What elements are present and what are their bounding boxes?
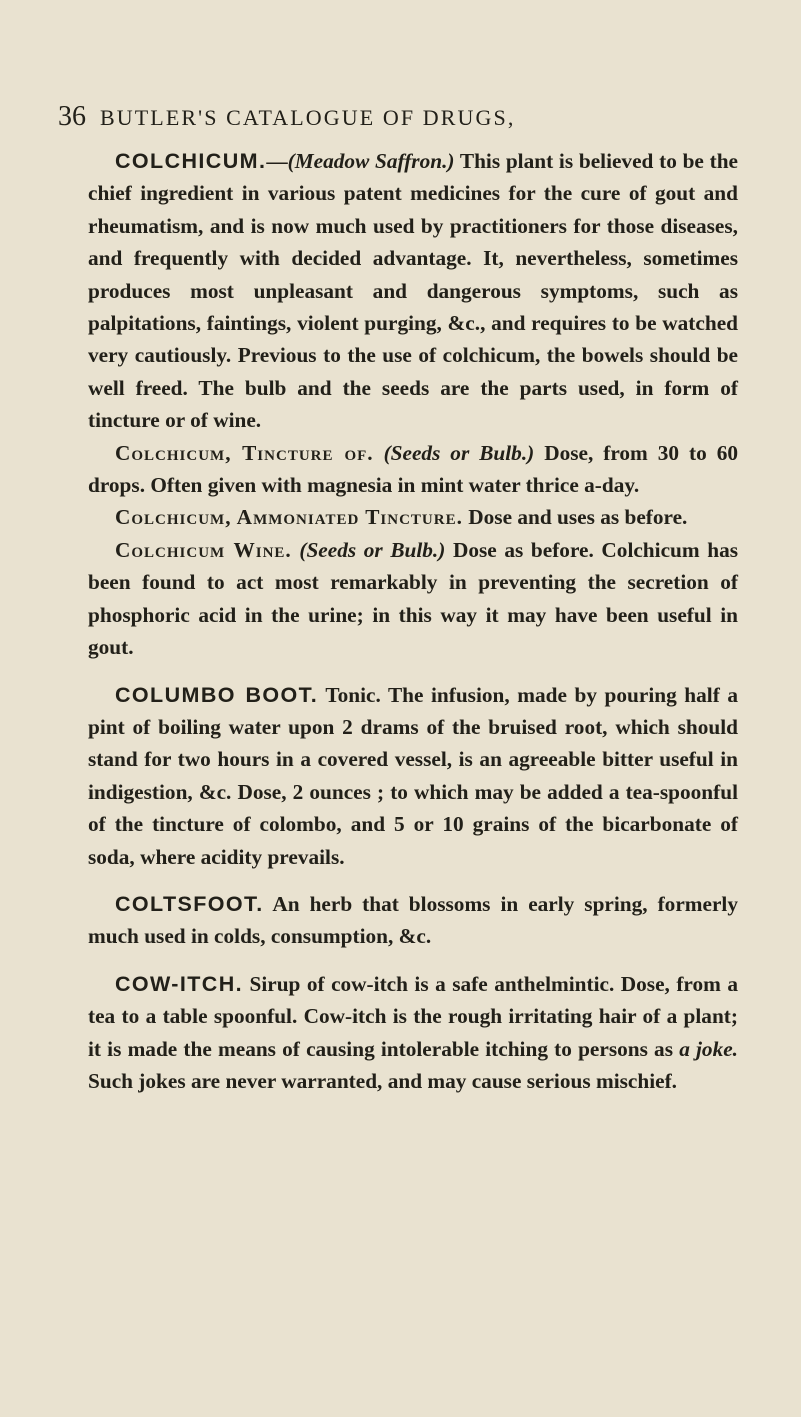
entry-dash: —	[266, 149, 288, 173]
entry-parts-note: (Seeds or Bulb.)	[299, 537, 446, 562]
entry-columbo-boot	[88, 679, 738, 873]
entry-common-name: (Meadow Saffron.)	[287, 149, 455, 173]
entry-emphasis: a joke.	[679, 1036, 739, 1061]
entry-heading: Colchicum, Ammoniated Tincture.	[115, 505, 463, 530]
entry-colchicum-wine	[88, 534, 738, 664]
page-number: 36	[58, 101, 86, 132]
entry-heading: Colchicum Wine.	[115, 537, 292, 562]
entry-colchicum	[88, 145, 738, 437]
catalogue-text	[88, 145, 738, 1097]
entry-colchicum-tincture	[88, 437, 738, 502]
entry-text: Dose, from 30 to 60 drops. Often given with magnesia in mint water thrice a-day.	[88, 440, 738, 498]
entry-text: Dose as before. Colchicum has been found to act most remarkably in preventing the secretion of phosphoric acid in the urine; in this way it may have been useful in gout.	[88, 537, 739, 660]
entry-text: Dose and uses as before.	[462, 505, 688, 530]
running-head	[58, 101, 738, 141]
entry-heading: COLTSFOOT.	[115, 891, 264, 916]
entry-text: Sirup of cow-itch is a safe anthelmintic. Dose, from a tea to a table spoonful. Cow-itch is the rough irritating hair of a plant; it is made the means of causing intolerable itching to persons as	[88, 971, 738, 1061]
entry-text: This plant is believed to be the chief ingredient in various patent medicines for the cure of gout and rheumatism, and is now much used by practitioners for those diseases, and frequently with decided advantage. It, nevertheless, sometimes produces most unpleasant and dangerous symptoms, such as palpitations, faintings, violent purging, &c., and requires to be watched very cautiously. Previous to the use of colchicum, the bowels should be well freed. The bulb and the seeds are the parts used, in form of tincture or of wine.	[88, 149, 738, 433]
entry-text-end: Such jokes are never warranted, and may cause serious mischief.	[88, 1068, 677, 1093]
entry-cow-itch	[88, 968, 738, 1098]
entry-parts-note: (Seeds or Bulb.)	[383, 440, 535, 465]
entry-coltsfoot	[88, 888, 738, 953]
entry-heading: COLUMBO BOOT.	[115, 682, 319, 707]
entry-text: An herb that blossoms in early spring, formerly much used in colds, consumption, &c.	[88, 891, 738, 949]
entry-heading: COW-ITCH.	[115, 971, 244, 996]
running-title: BUTLER'S CATALOGUE OF DRUGS,	[100, 105, 516, 130]
entry-colchicum-ammoniated-tincture	[88, 501, 738, 533]
entry-heading: Colchicum, Tincture of.	[115, 440, 374, 465]
entry-heading: COLCHICUM.	[115, 149, 267, 173]
entry-text: Tonic. The infusion, made by pouring half a pint of boiling water upon 2 drams of the bruised root, which should stand for two hours in a covered vessel, is an agreeable bitter useful in indigestion, &c. Dose, 2 ounces ; to which may be added a tea-spoonful of the tincture of colombo, and 5 or 10 grains of the bicarbonate of soda, where acidity prevails.	[88, 682, 738, 869]
